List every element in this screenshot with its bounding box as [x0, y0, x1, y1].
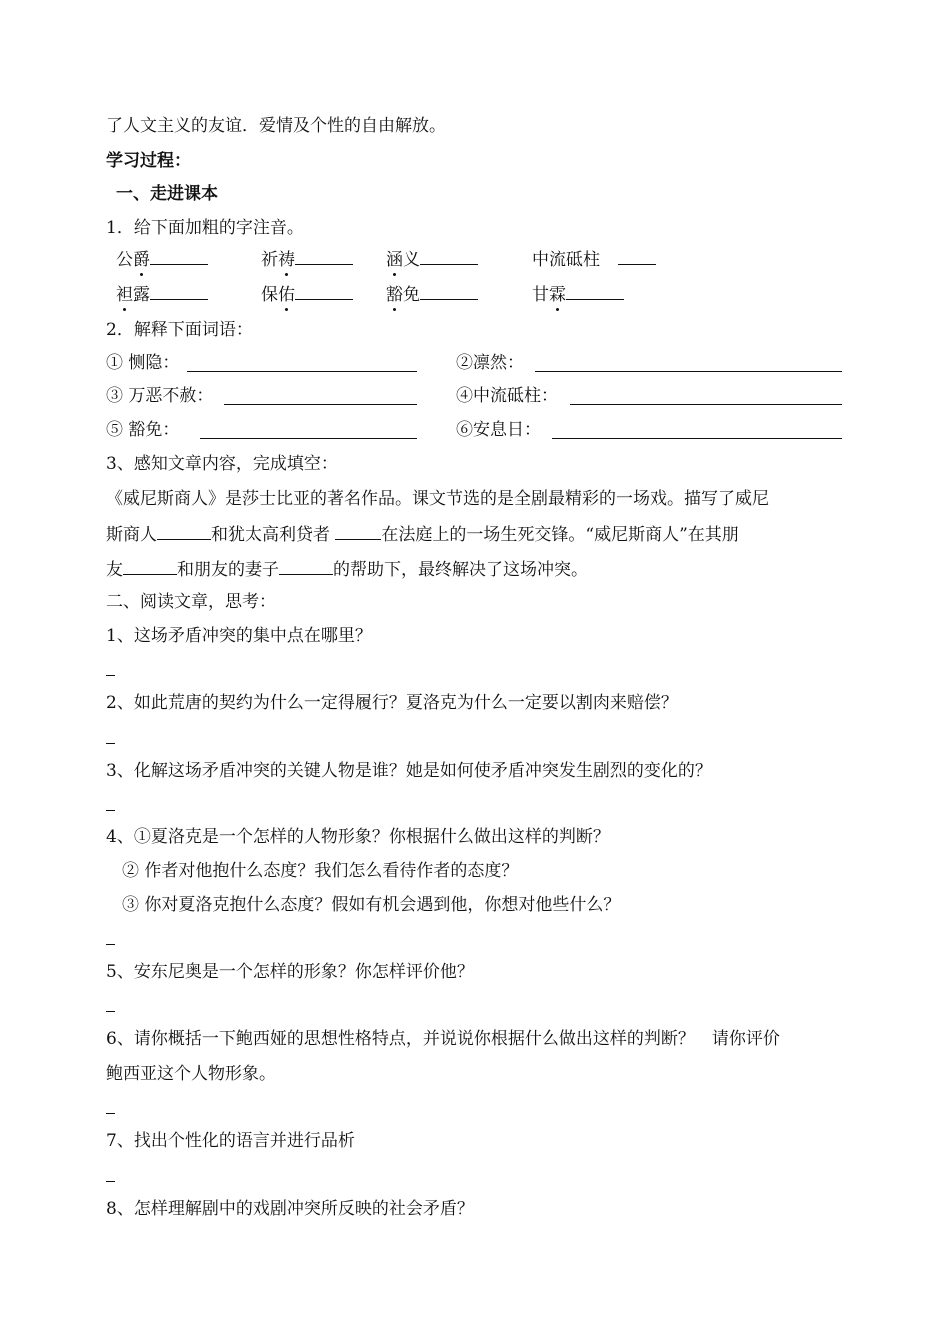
passage-line-2 [106, 521, 739, 545]
passage-line-3 [106, 556, 588, 580]
passage-text: 的帮助下，最终解决了这场冲突。 [333, 560, 588, 580]
answer-blank[interactable] [335, 521, 381, 540]
vocab-1-blank[interactable] [187, 370, 417, 372]
word-part: 免 [403, 285, 420, 305]
answer-dash[interactable] [106, 675, 115, 676]
answer-dash[interactable] [106, 1113, 115, 1114]
answer-blank[interactable] [150, 246, 208, 265]
pinyin-item-2 [261, 246, 353, 272]
passage-text: 和朋友的妻子 [177, 560, 279, 580]
answer-dash[interactable] [106, 1181, 115, 1182]
reading-question-6b: 鲍西亚这个人物形象。 [106, 1064, 276, 1084]
vocab-6: ⑥安息日： [456, 420, 541, 440]
reading-question-4b: ② 作者对他抱什么态度？我们怎么看待作者的态度？ [122, 861, 519, 881]
reading-question-8: 8、怎样理解剧中的戏剧冲突所反映的社会矛盾？ [106, 1199, 474, 1219]
reading-question-4c: ③ 你对夏洛克抱什么态度？假如有机会遇到他，你想对他些什么？ [122, 895, 621, 915]
passage-line-1: 《威尼斯商人》是莎士比亚的著名作品。课文节选的是全剧最精彩的一场戏。描写了威尼 [106, 489, 769, 509]
reading-question-1: 1、这场矛盾冲突的集中点在哪里？ [106, 626, 372, 646]
answer-blank[interactable] [157, 521, 211, 540]
pinyin-item-4 [532, 246, 656, 272]
pinyin-item-8 [532, 281, 624, 307]
passage-text: 在法庭上的一场生死交锋。“威尼斯商人”在其朋 [381, 525, 739, 545]
passage-text: 和犹太高利贷者 [211, 525, 336, 545]
dotted-char: 涵 [386, 250, 403, 270]
dotted-char: 爵 [133, 250, 150, 270]
word-part: 义 [403, 250, 420, 270]
answer-blank[interactable] [618, 246, 656, 265]
answer-dash[interactable] [106, 743, 115, 744]
word-part: 中流砥柱 [532, 250, 600, 270]
answer-blank[interactable] [279, 556, 333, 575]
dotted-char: 佑 [278, 285, 295, 305]
pinyin-item-3 [386, 246, 478, 272]
dotted-char: 豁 [386, 285, 403, 305]
process-heading: 学习过程： [106, 151, 191, 171]
q3-prompt: 3、感知文章内容，完成填空： [106, 454, 338, 474]
pinyin-item-7 [386, 281, 478, 307]
vocab-1: ① 恻隐： [106, 353, 180, 373]
pinyin-item-6 [261, 281, 353, 307]
answer-blank[interactable] [123, 556, 177, 575]
answer-dash[interactable] [106, 810, 115, 811]
vocab-3-blank[interactable] [224, 403, 417, 405]
section2-heading: 二、阅读文章，思考： [106, 592, 276, 612]
pinyin-item-1 [116, 246, 208, 272]
pinyin-item-5 [116, 281, 208, 307]
answer-dash[interactable] [106, 944, 115, 945]
reading-question-4a: 4、①夏洛克是一个怎样的人物形象？你根据什么做出这样的判断？ [106, 827, 610, 847]
answer-blank[interactable] [420, 246, 478, 265]
vocab-3: ③ 万恶不赦： [106, 386, 214, 406]
vocab-4: ④中流砥柱： [456, 386, 558, 406]
answer-dash[interactable] [106, 1011, 115, 1012]
answer-blank[interactable] [295, 246, 353, 265]
word-part: 甘 [532, 285, 549, 305]
answer-blank[interactable] [295, 281, 353, 300]
q2-prompt: 2．解释下面词语： [106, 320, 253, 340]
answer-blank[interactable] [566, 281, 624, 300]
answer-blank[interactable] [150, 281, 208, 300]
vocab-4-blank[interactable] [570, 403, 842, 405]
vocab-2: ②凛然： [456, 353, 524, 373]
intro-tail: 了人文主义的友谊．爱情及个性的自由解放。 [106, 116, 446, 136]
word-part: 露 [133, 285, 150, 305]
dotted-char: 袒 [116, 285, 133, 305]
word-part: 保 [261, 285, 278, 305]
word-part: 公 [116, 250, 133, 270]
q1-prompt: 1．给下面加粗的字注音。 [106, 218, 304, 238]
word-part: 祈 [261, 250, 278, 270]
dotted-char: 霖 [549, 285, 566, 305]
passage-text: 斯商人 [106, 525, 157, 545]
reading-question-6a: 6、请你概括一下鲍西娅的思想性格特点，并说说你根据什么做出这样的判断？ 请你评价 [106, 1029, 780, 1049]
dotted-char: 祷 [278, 250, 295, 270]
vocab-6-blank[interactable] [552, 437, 842, 439]
reading-question-3: 3、化解这场矛盾冲突的关键人物是谁？她是如何使矛盾冲突发生剧烈的变化的？ [106, 761, 712, 781]
section1-heading: 一、走进课本 [116, 184, 218, 204]
reading-question-7: 7、找出个性化的语言并进行品析 [106, 1131, 355, 1151]
vocab-2-blank[interactable] [535, 370, 842, 372]
reading-question-5: 5、安东尼奥是一个怎样的形象？你怎样评价他？ [106, 962, 474, 982]
answer-blank[interactable] [420, 281, 478, 300]
vocab-5-blank[interactable] [200, 437, 417, 439]
reading-question-2: 2、如此荒唐的契约为什么一定得履行？夏洛克为什么一定要以割肉来赔偿？ [106, 693, 678, 713]
passage-text: 友 [106, 560, 123, 580]
vocab-5: ⑤ 豁免： [106, 420, 180, 440]
